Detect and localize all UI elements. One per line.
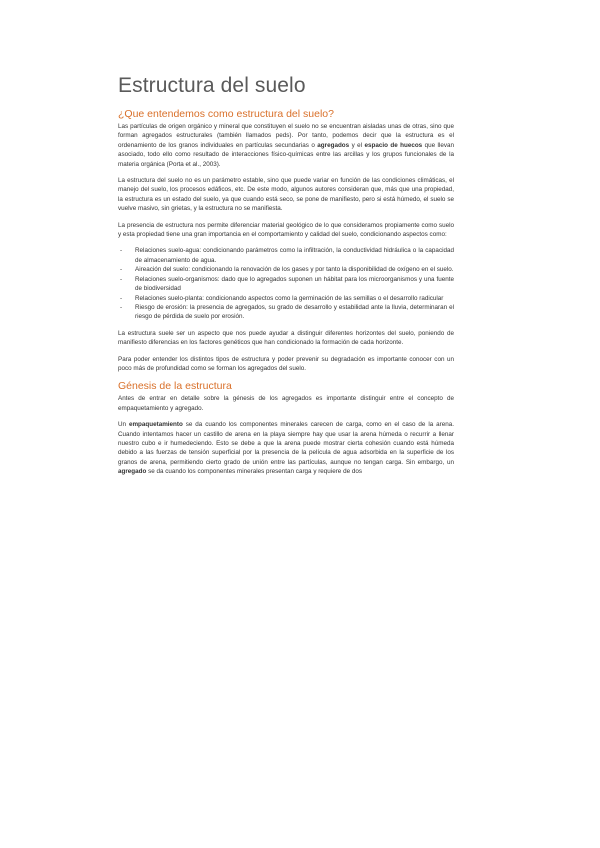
text-run: se da cuando los componentes minerales presentan carga y requiere de dos bbox=[146, 468, 362, 476]
bold-term: empaquetamiento bbox=[128, 421, 183, 429]
bold-term: espacio de huecos bbox=[364, 141, 423, 149]
paragraph-horizons: La estructura suele ser un aspecto que nos puede ayudar a distinguir diferentes horizontes del suelo, poniendo de manifiesto diferencias en los factores genéticos que han condicionado la formación de cada horizonte. bbox=[118, 329, 454, 347]
text-run: Las partículas de origen orgánico y mineral que constituyen el suelo no se encuentran aisladas unas de otras, sino que forman agregados estructurales (también llamados peds). Por tanto, podemos decir que la estructura es el ordenamiento de los granos individuales en partículas secundarias o bbox=[118, 123, 454, 149]
list-item: - Relaciones suelo-planta: condicionando aspectos como la germinación de las semillas o el desarrollo radicular bbox=[132, 294, 454, 303]
paragraph-genesis-intro: Antes de entrar en detalle sobre la génesis de los agregados es importante distinguir entre el concepto de empaquetamiento y agregado. bbox=[118, 395, 454, 412]
paragraph-structure-variability: La estructura del suelo no es un parámetro estable, sino que puede variar en función de las condiciones climáticas, el manejo del suelo, los procesos edáficos, etc. De este modo, algunos autores consideran que, más que una propiedad, la estructura es un estado del suelo, ya que cuando está seco, se pone de manifiesto, pero si está húmedo, el suelo se vuelve masivo, sin grietas, y la estructura no se manifiesta. bbox=[118, 177, 454, 213]
list-item: - Relaciones suelo-agua: condicionando parámetros como la infiltración, la conductividad hidráulica o la capacidad de almacenamiento de agua. bbox=[132, 246, 454, 265]
bold-term: agregados bbox=[317, 141, 350, 149]
text-run: se da cuando los componentes minerales carecen de carga, como en el caso de la arena. Cuando intentamos hacer un castillo de arena en la playa siempre hay que usar la arena húmeda o recurrir a llenar nuestro cubo e ir humedeciendo. Esto se debe a que la arena puede mostrar cierta cohesión cuando está húmeda debido a las fuerzas de tensión superficial por la presencia de la película de agua adsorbida en la superficie de los granos de arena, permitiendo cierto grado de unión entre las partículas, aunque no tengan carga. Sin embargo, un bbox=[118, 421, 454, 466]
list-item: - Riesgo de erosión: la presencia de agregados, su grado de desarrollo y estabilidad ante la lluvia, determinaran el riesgo de pérdida de suelo por erosión. bbox=[132, 303, 454, 322]
paragraph-structure-importance: La presencia de estructura nos permite diferenciar material geológico de lo que consideramos propiamente como suelo y esta propiedad tiene una gran importancia en el comportamiento y calidad del suelo, condicionando aspectos como: bbox=[118, 221, 454, 239]
text-run: y el bbox=[349, 141, 365, 149]
text-run: Un bbox=[118, 421, 129, 429]
section-heading-structure: ¿Que entendemos como estructura del suelo? bbox=[118, 108, 334, 120]
text-run: que llevan asociado, todo ello como resultado de interacciones físico-químicas entre las arcillas y los grupos funcionales de la materia orgánica (Porta et al., 2003). bbox=[118, 141, 454, 168]
document-title: Estructura del suelo bbox=[118, 74, 306, 97]
list-item: - Relaciones suelo-organismos: dado que lo agregados suponen un hábitat para los microorganismos y una fuente de biodiversidad bbox=[132, 275, 454, 294]
paragraph-packing-aggregate bbox=[118, 420, 454, 476]
aspects-list bbox=[118, 246, 454, 321]
bold-term: agregado bbox=[118, 468, 147, 476]
list-item: - Aireación del suelo: condicionando la renovación de los gases y por tanto la disponibilidad de oxígeno en el suelo. bbox=[132, 265, 454, 274]
page-content bbox=[118, 74, 454, 484]
paragraph-degradation: Para poder entender los distintos tipos de estructura y poder prevenir su degradación es importante conocer con un poco más de profundidad como se forman los agregados del suelo. bbox=[118, 355, 454, 372]
paragraph-structure-definition bbox=[118, 122, 454, 169]
section-heading-genesis: Génesis de la estructura bbox=[118, 380, 232, 393]
